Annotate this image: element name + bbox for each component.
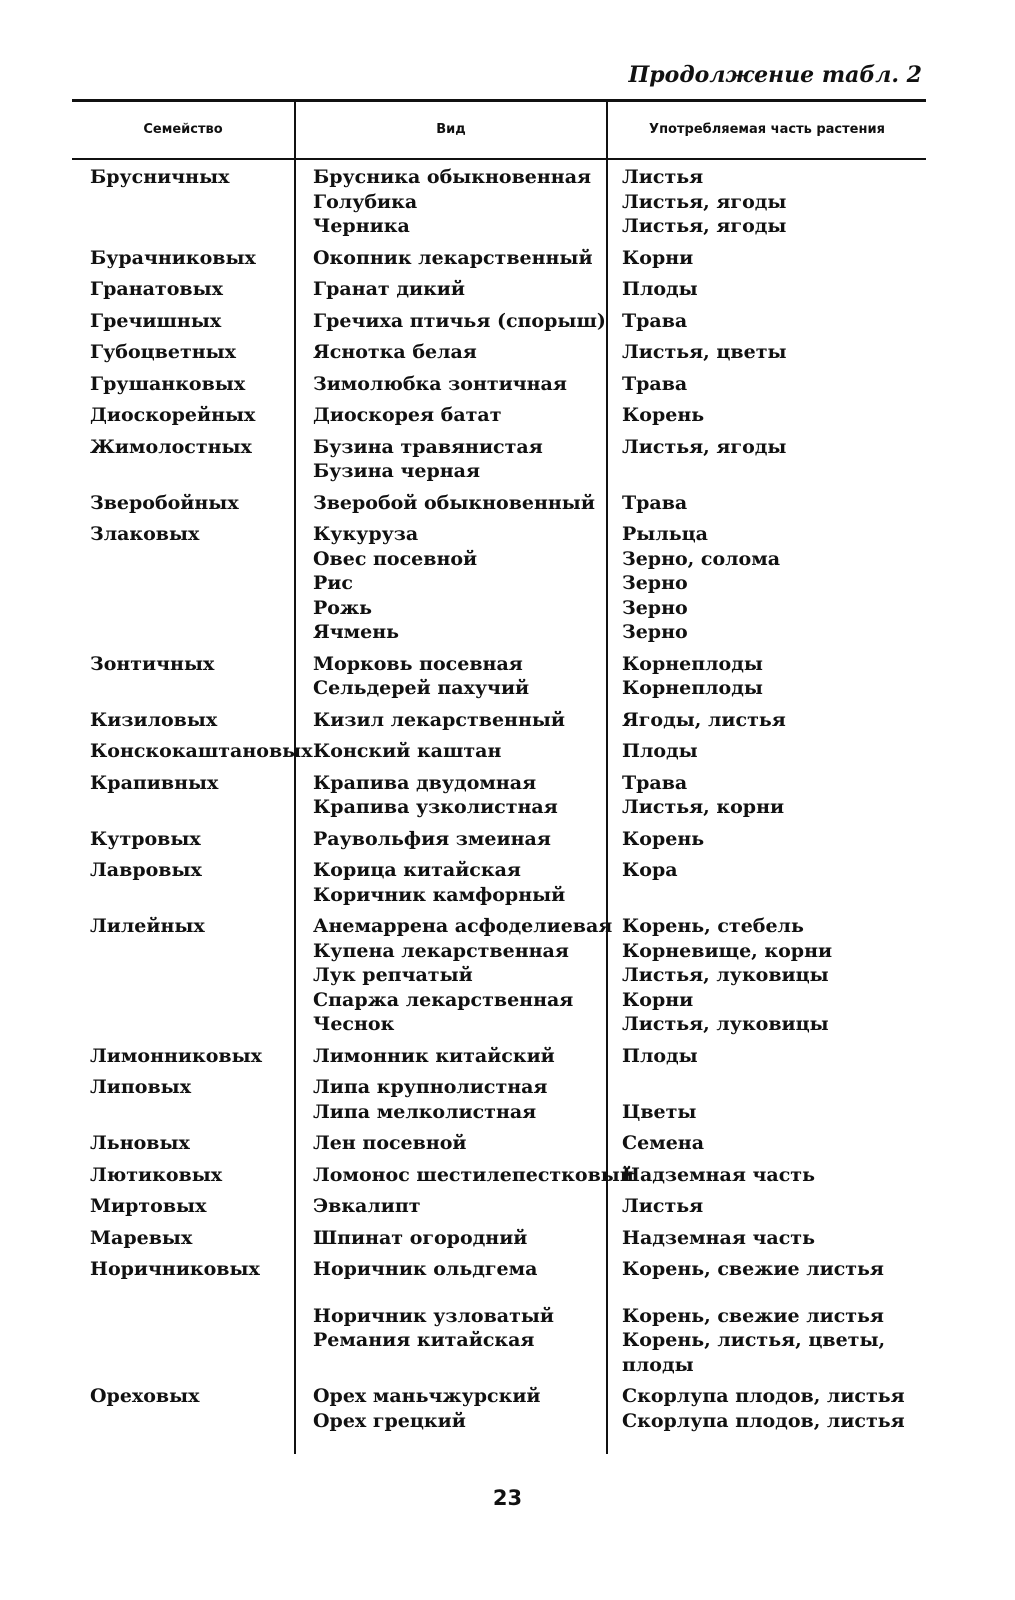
species-cell: Лимонник китайский — [313, 1044, 555, 1067]
plant-part-cell: Корневище, корни — [622, 939, 833, 962]
table-row — [0, 522, 1015, 547]
table-row — [0, 1384, 1015, 1409]
species-cell: Ломонос шестилепестковый — [313, 1163, 634, 1186]
species-cell: Липа мелколистная — [313, 1100, 537, 1123]
column-header-part: Употребляемая часть растения — [649, 122, 885, 137]
species-cell: Гречиха птичья (спорыш) — [313, 309, 606, 332]
species-cell: Рожь — [313, 596, 373, 619]
table-row — [0, 165, 1015, 190]
table-row — [0, 1328, 1015, 1353]
species-cell: Спаржа лекарственная — [313, 988, 574, 1011]
plant-part-cell: Трава — [622, 372, 688, 395]
family-cell: Гранатовых — [90, 278, 223, 300]
table-row — [0, 883, 1015, 908]
table-row — [0, 459, 1015, 484]
plant-part-cell: Семена — [622, 1132, 705, 1154]
table-row-group — [0, 1384, 1015, 1433]
plant-part-cell: Зерно, солома — [622, 547, 781, 570]
species-cell: Черника — [313, 215, 410, 237]
column-header-family: Семейство — [143, 122, 223, 137]
species-cell: Диоскорея батат — [313, 404, 502, 426]
table-row — [0, 1304, 1015, 1329]
plant-part-cell: Листья, луковицы — [622, 1013, 829, 1035]
plant-part-cell: Надземная часть — [622, 1163, 815, 1186]
table-row — [0, 914, 1015, 939]
table-row-group — [0, 1257, 1015, 1377]
species-cell: Голубика — [313, 190, 418, 213]
table-row — [0, 1163, 1015, 1188]
column-header-species: Вид — [436, 122, 466, 137]
table-row — [0, 652, 1015, 677]
species-cell: Крапива двудомная — [313, 771, 537, 794]
table-row — [0, 620, 1015, 645]
species-cell: Купена лекарственная — [313, 939, 569, 962]
species-cell: Орех грецкий — [313, 1409, 466, 1432]
table-row-group — [0, 403, 1015, 428]
plant-part-cell: Листья, ягоды — [622, 435, 787, 458]
page-number: 23 — [492, 1486, 523, 1510]
family-cell: Злаковых — [90, 523, 200, 545]
family-cell: Конскокаштановых — [90, 740, 313, 762]
table-row — [0, 435, 1015, 460]
plant-part-cell: Цветы — [622, 1100, 697, 1123]
table-row — [0, 596, 1015, 621]
species-cell: Сельдерей пахучий — [313, 677, 530, 699]
family-cell: Грушанковых — [90, 372, 246, 395]
plant-part-cell: Листья, корни — [622, 796, 785, 818]
plant-part-cell: Корень, стебель — [622, 915, 804, 937]
plant-part-cell: Трава — [622, 491, 688, 514]
table-row — [0, 277, 1015, 302]
table-continuation-label: Продолжение табл. 2 — [628, 62, 922, 88]
family-cell: Зонтичных — [90, 652, 215, 675]
plant-part-cell: Плоды — [622, 1044, 698, 1067]
table-row-group — [0, 1131, 1015, 1156]
species-cell: Брусника обыкновенная — [313, 166, 592, 188]
species-cell: Морковь посевная — [313, 652, 523, 675]
table-row — [0, 1409, 1015, 1434]
table-row-group — [0, 652, 1015, 701]
table-row — [0, 571, 1015, 596]
species-cell: Гранат дикий — [313, 278, 465, 300]
family-cell: Липовых — [90, 1076, 192, 1098]
table-row-group — [0, 739, 1015, 764]
species-cell: Шпинат огородний — [313, 1226, 528, 1249]
table-row — [0, 1075, 1015, 1100]
table-row — [0, 676, 1015, 701]
table-row — [0, 340, 1015, 365]
species-cell: Рис — [313, 572, 353, 594]
plant-part-cell: Корни — [622, 988, 694, 1011]
plant-part-cell: Корень, свежие листья — [622, 1258, 884, 1280]
species-cell: Ячмень — [313, 621, 400, 643]
plant-part-cell: Кора — [622, 859, 678, 881]
table-row-group — [0, 1226, 1015, 1251]
species-cell: Норичник ольдгема — [313, 1258, 538, 1280]
family-cell: Кутровых — [90, 827, 201, 850]
table-row — [0, 1282, 1015, 1304]
plant-part-cell: Плоды — [622, 278, 698, 300]
table-row — [0, 1044, 1015, 1069]
table-row — [0, 739, 1015, 764]
plant-part-cell: Корнеплоды — [622, 652, 763, 675]
table-row-group — [0, 309, 1015, 334]
family-cell: Диоскорейных — [90, 404, 256, 426]
table-row-group — [0, 858, 1015, 907]
species-cell: Липа крупнолистная — [313, 1076, 548, 1098]
plant-part-cell: Ягоды, листья — [622, 708, 786, 731]
plant-part-cell: Листья — [622, 1195, 704, 1217]
table-row — [0, 988, 1015, 1013]
table-row-group — [0, 435, 1015, 484]
table-row — [0, 1131, 1015, 1156]
family-cell: Норичниковых — [90, 1258, 260, 1280]
species-cell: Зимолюбка зонтичная — [313, 372, 567, 395]
species-cell: Овес посевной — [313, 547, 478, 570]
table-row — [0, 372, 1015, 397]
table-row-group — [0, 827, 1015, 852]
table-row-group — [0, 1044, 1015, 1069]
table-header-rule — [72, 158, 926, 160]
species-cell: Эвкалипт — [313, 1195, 421, 1217]
table-row — [0, 491, 1015, 516]
family-cell: Бурачниковых — [90, 246, 256, 269]
table-row — [0, 1100, 1015, 1125]
table-body — [0, 165, 1015, 1440]
plant-part-cell: Корень, свежие листья — [622, 1304, 884, 1327]
table-row — [0, 771, 1015, 796]
family-cell: Лилейных — [90, 915, 205, 937]
plant-part-cell: Скорлупа плодов, листья — [622, 1385, 905, 1407]
table-row — [0, 963, 1015, 988]
family-cell: Жимолостных — [90, 435, 252, 458]
species-cell: Чеснок — [313, 1013, 395, 1035]
table-row — [0, 1012, 1015, 1037]
table-row — [0, 1226, 1015, 1251]
table-row-group — [0, 246, 1015, 271]
table-row — [0, 858, 1015, 883]
family-cell: Крапивных — [90, 771, 219, 794]
species-cell: Бузина травянистая — [313, 435, 543, 458]
species-cell: Ремания китайская — [313, 1329, 535, 1351]
family-cell: Миртовых — [90, 1195, 207, 1217]
species-cell: Лук репчатый — [313, 964, 473, 986]
table-row-group — [0, 372, 1015, 397]
plant-part-cell: Трава — [622, 309, 688, 332]
family-cell: Лавровых — [90, 859, 202, 881]
table-row — [0, 1194, 1015, 1219]
species-cell: Кукуруза — [313, 523, 419, 545]
family-cell: Зверобойных — [90, 491, 239, 514]
species-cell: Бузина черная — [313, 460, 480, 482]
table-row — [0, 214, 1015, 239]
table-row — [0, 403, 1015, 428]
plant-part-cell: Надземная часть — [622, 1226, 815, 1249]
plant-part-cell: Скорлупа плодов, листья — [622, 1409, 905, 1432]
table-row — [0, 190, 1015, 215]
plant-part-cell: Рыльца — [622, 523, 708, 545]
plant-part-cell: Листья — [622, 166, 704, 188]
plant-part-cell: Зерно — [622, 621, 688, 643]
plant-part-cell: Зерно — [622, 596, 688, 619]
table-row — [0, 795, 1015, 820]
species-cell: Корица китайская — [313, 859, 521, 881]
species-cell: Зверобой обыкновенный — [313, 491, 595, 514]
species-cell: Конский каштан — [313, 740, 502, 762]
plant-part-cell: Корень — [622, 827, 705, 850]
family-cell: Лимонниковых — [90, 1044, 262, 1067]
table-row — [0, 547, 1015, 572]
plant-part-cell: Корнеплоды — [622, 677, 763, 699]
family-cell: Брусничных — [90, 166, 230, 188]
table-row-group — [0, 522, 1015, 645]
plant-part-cell: Листья, цветы — [622, 341, 787, 363]
species-cell: Коричник камфорный — [313, 883, 566, 906]
plant-part-cell: Листья, ягоды — [622, 215, 787, 237]
table-row — [0, 1257, 1015, 1282]
table-row — [0, 708, 1015, 733]
table-row-group — [0, 1163, 1015, 1188]
table-row-group — [0, 1075, 1015, 1124]
family-cell: Ореховых — [90, 1385, 200, 1407]
species-cell: Норичник узловатый — [313, 1304, 555, 1327]
family-cell: Губоцветных — [90, 341, 237, 363]
table-row-group — [0, 708, 1015, 733]
plant-part-cell: Корень, листья, цветы, — [622, 1329, 886, 1351]
family-cell: Кизиловых — [90, 708, 218, 731]
table-row — [0, 246, 1015, 271]
table-row — [0, 827, 1015, 852]
species-cell: Крапива узколистная — [313, 796, 558, 818]
table-row-group — [0, 1194, 1015, 1219]
species-cell: Окопник лекарственный — [313, 246, 593, 269]
table-row-group — [0, 491, 1015, 516]
table-row-group — [0, 277, 1015, 302]
species-cell: Орех маньчжурский — [313, 1385, 541, 1407]
plant-part-cell: Зерно — [622, 572, 688, 594]
species-cell: Раувольфия змеиная — [313, 827, 551, 850]
species-cell: Лен посевной — [313, 1132, 467, 1154]
table-row — [0, 1353, 1015, 1378]
table-row-group — [0, 914, 1015, 1037]
table-row-group — [0, 165, 1015, 239]
plant-part-cell: Плоды — [622, 740, 698, 762]
table-row-group — [0, 771, 1015, 820]
family-cell: Льновых — [90, 1132, 190, 1154]
family-cell: Лютиковых — [90, 1163, 223, 1186]
species-cell: Анемаррена асфоделиевая — [313, 915, 613, 937]
species-cell: Яснотка белая — [313, 341, 477, 363]
plant-part-cell: Корень — [622, 404, 705, 426]
species-cell: Кизил лекарственный — [313, 708, 565, 731]
table-row — [0, 939, 1015, 964]
family-cell: Гречишных — [90, 309, 222, 332]
plant-part-cell: Трава — [622, 771, 688, 794]
table-row — [0, 309, 1015, 334]
family-cell: Маревых — [90, 1226, 193, 1249]
plant-part-cell: Корни — [622, 246, 694, 269]
plant-part-cell: плоды — [622, 1353, 694, 1376]
plant-part-cell: Листья, ягоды — [622, 190, 787, 213]
plant-part-cell: Листья, луковицы — [622, 964, 829, 986]
table-row-group — [0, 340, 1015, 365]
